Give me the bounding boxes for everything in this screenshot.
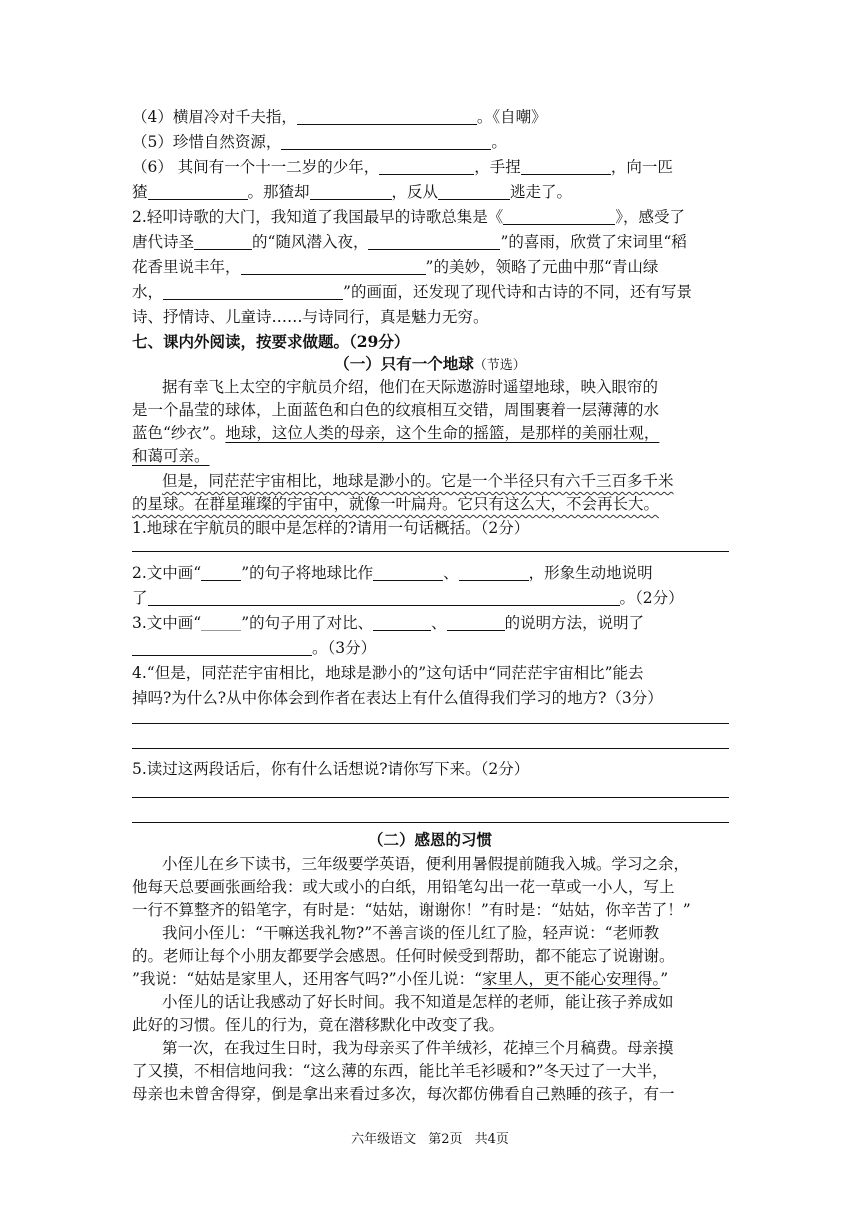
answer-line[interactable] [132,822,729,823]
passage-2-p2-line-2: 的。老师让每个小朋友都要学会感恩。任何时候受到帮助，都不能忘了说谢谢。 [132,947,675,965]
reading-question-5: 5.读过这两段话后，你有什么话想说?请你写下来。（2分） [132,760,530,778]
passage-1-title: （一）只有一个地球（节选） [334,354,526,373]
passage-2-p3-line-1: 小侄儿的话让我感动了好长时间。我不知道是怎样的老师，能让孩子养成如 [162,993,674,1011]
answer-blank[interactable] [148,589,620,606]
passage-2-p1-line-2: 他每天总要画张画给我：或大或小的白纸，用铅笔勾出一花一草或一小人，写上 [132,878,675,896]
answer-blank[interactable] [132,639,312,656]
answer-blank[interactable] [297,108,477,125]
answer-blank[interactable] [503,208,615,225]
reading-question-4-cont: 掉吗?为什么?从中你体会到作者在表达上有什么值得我们学习的地方?（3分） [132,689,663,707]
reading-question-1: 1.地球在宇航员的眼中是怎样的?请用一句话概括。（2分） [132,519,530,537]
wavy-underlined-text: 但是，同茫茫宇宙相比，地球是渺小的。它是一个半径只有六千三百多千米 [162,472,674,490]
sample-wavy-underline [201,614,241,631]
answer-blank[interactable] [281,133,491,150]
footer-subject: 六年级语文 [351,1132,417,1147]
answer-blank[interactable] [163,283,343,300]
reading-question-3-cont: 。（3分） [132,637,376,659]
passage-1-p1-line-4 [132,445,210,467]
passage-1-p1-line-3: 蓝色“纱衣”。地球，这位人类的母亲，这个生命的摇篮，是那样的美丽壮观， [132,424,660,442]
answer-blank[interactable] [148,183,248,200]
passage-1-p2-line-1 [162,470,674,492]
sample-underline [201,564,241,581]
footer-page: 第2页 [428,1132,463,1147]
passage-2-p3-line-2: 此好的习惯。侄儿的行为，竟在潜移默化中改变了我。 [132,1016,505,1034]
text-line-6: （6） 其间有一个十一二岁的少年， ，手捏 ，向一匹 [132,158,673,176]
question-2-line-3: 花香里说丰年， ”的美妙，领略了元曲中那“青山绿 [132,258,659,276]
underlined-sentence: 家里人，更不能心安理得。 [482,970,661,988]
answer-blank[interactable] [447,614,505,631]
answer-blank[interactable] [194,233,252,250]
answer-line[interactable] [132,723,729,724]
question-2-line-2: 唐代诗圣 的“随风潜入夜， ”的喜雨，欣赏了宋词里“稻 [132,233,687,251]
answer-blank[interactable] [373,614,431,631]
passage-1-p2-line-2 [132,493,659,515]
question-2-line-1: 2.轻叩诗歌的大门，我知道了我国最早的诗歌总集是《 》，感受了 [132,208,686,226]
reading-question-4: 4.“但是，同茫茫宇宙相比，地球是渺小的”这句话中“同茫茫宇宙相比”能去 [132,664,644,682]
passage-1-p1-line-1: 据有幸飞上太空的宇航员介绍，他们在天际遨游时遥望地球，映入眼帘的 [162,378,659,396]
wavy-underlined-text: 的星球。在群星璀璨的宇宙中，就像一叶扁舟。它只有这么大，不会再长大。 [132,495,660,513]
reading-question-3: 3.文中画“ ”的句子用了对比、 、 的说明方法，说明了 [132,614,645,632]
answer-blank[interactable] [438,183,510,200]
answer-line[interactable] [132,551,729,552]
question-2-line-5: 诗、抒情诗、儿童诗……与诗同行，真是魅力无穷。 [132,308,489,326]
answer-line[interactable] [132,748,729,749]
answer-blank[interactable] [379,158,474,175]
underlined-sentence-end: 和蔼可亲。 [132,447,210,465]
answer-blank[interactable] [241,258,426,275]
passage-2-p4-line-3: 母亲也未曾舍得穿，倒是拿出来看过多次，每次都仿佛看自己熟睡的孩子，有一 [132,1085,675,1103]
reading-question-2-cont: 了 。（2分） [132,589,684,607]
text-line-6-cont: 猹 。那猹却 ，反从 逃走了。 [132,183,573,201]
reading-question-2: 2.文中画“ ”的句子将地球比作 、 ，形象生动地说明 [132,564,653,582]
question-2-line-4: 水， ”的画面，还发现了现代诗和古诗的不同，还有写景 [132,283,692,301]
poem-line-4: （4）横眉冷对千夫指， 。《自嘲》 [132,108,547,126]
underlined-sentence: 地球，这位人类的母亲，这个生命的摇篮，是那样的美丽壮观， [225,424,660,442]
answer-blank[interactable] [459,564,529,581]
section-7-heading: 七、课内外阅读，按要求做题。（29分） [132,332,410,351]
answer-blank[interactable] [368,233,500,250]
passage-2-p4-line-1: 第一次，在我过生日时，我为母亲买了件羊绒衫，花掉三个月稿费。母亲摸 [162,1039,674,1057]
answer-blank[interactable] [521,158,611,175]
answer-blank[interactable] [310,183,392,200]
passage-2-p2-line-1: 我问小侄儿：“干嘛送我礼物?”不善言谈的侄儿红了脸，轻声说：“老师教 [162,924,660,942]
passage-2-p4-line-2: 了又摸，不相信地问我：“这么薄的东西，能比羊毛衫暖和?”冬天过了一大半， [132,1062,668,1080]
answer-line[interactable] [132,797,729,798]
poem-line-5: （5）珍惜自然资源， 。 [132,133,507,151]
footer-total: 共4页 [474,1132,509,1147]
page-footer [0,1128,860,1147]
passage-2-p1-line-1: 小侄儿在乡下读书，三年级要学英语，便利用暑假提前随我入城。学习之余， [162,855,690,873]
answer-blank[interactable] [373,564,443,581]
passage-1-p1-line-2: 是一个晶莹的球体，上面蓝色和白色的纹痕相互交错，周围裹着一层薄薄的水 [132,401,660,419]
passage-2-p1-line-3: 一行不算整齐的铅笔字，有时是：“姑姑，谢谢你！”有时是：“姑姑，你辛苦了！” [132,901,691,919]
passage-2-title: （二）感恩的习惯 [367,830,492,849]
passage-2-p2-line-3: ”我说：“姑姑是家里人，还用客气吗?”小侄儿说：“家里人，更不能心安理得。” [132,970,669,988]
